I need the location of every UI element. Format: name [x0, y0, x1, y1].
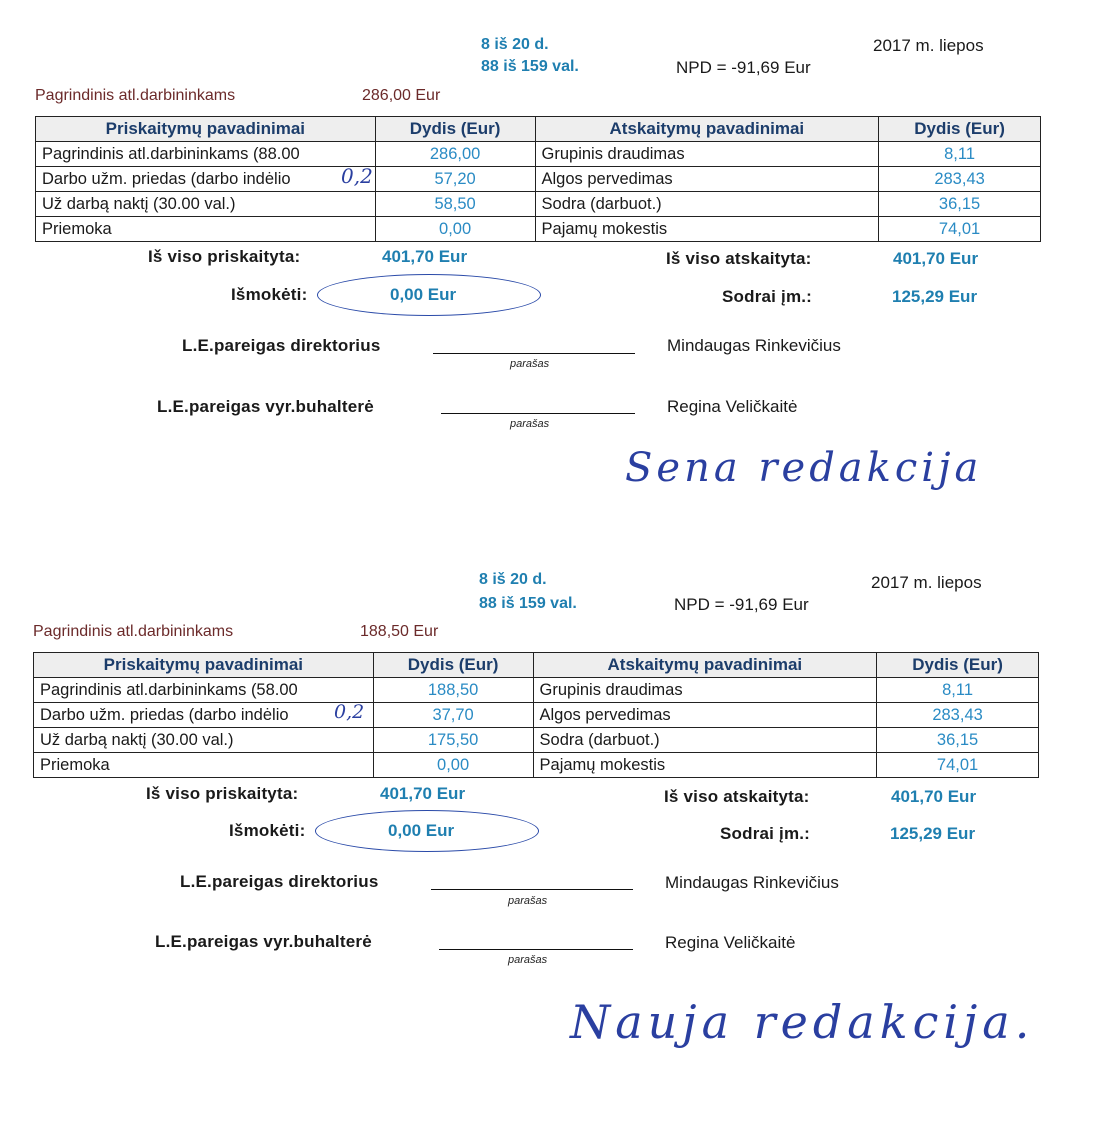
sodra-value: 125,29 Eur — [890, 824, 976, 843]
sodra-value: 125,29 Eur — [892, 287, 978, 306]
column-header: Atskaitymų pavadinimai — [533, 653, 877, 678]
deduction-name: Grupinis draudimas — [535, 142, 879, 167]
signature-caption: parašas — [508, 954, 548, 966]
accrual-value: 286,00 — [375, 142, 535, 167]
accountant-role: L.E.pareigas vyr.buhalterė — [157, 397, 374, 416]
accountant-name: Regina Veličkaitė — [665, 933, 796, 952]
payroll-table — [35, 116, 1041, 242]
handwritten-note: Sena redakcija — [625, 445, 983, 491]
deduction-name: Sodra (darbuot.) — [533, 728, 877, 753]
deduction-value: 74,01 — [877, 753, 1039, 778]
handwritten-mark: 0,2 — [334, 701, 365, 723]
slip-date: 2017 m. liepos — [873, 36, 984, 55]
total-deducted-value: 401,70 Eur — [891, 787, 977, 806]
accrual-name: Priemoka — [34, 753, 374, 778]
accountant-signature-line — [441, 413, 635, 414]
total-accrued-label: Iš viso priskaityta: — [148, 247, 301, 266]
accrual-value: 58,50 — [375, 192, 535, 217]
payout-label: Išmokėti: — [229, 821, 306, 840]
table-row — [34, 703, 1039, 728]
accountant-signature-line — [439, 949, 633, 950]
deduction-name: Algos pervedimas — [535, 167, 879, 192]
deduction-name: Sodra (darbuot.) — [535, 192, 879, 217]
period-days: 8 iš 20 d. — [481, 36, 549, 53]
period-hours: 88 iš 159 val. — [479, 595, 577, 612]
deduction-value: 36,15 — [879, 192, 1041, 217]
accrual-value: 37,70 — [373, 703, 533, 728]
accrual-value: 175,50 — [373, 728, 533, 753]
handwritten-note: Nauja redakcija. — [570, 995, 1035, 1049]
deduction-value: 36,15 — [877, 728, 1039, 753]
table-row — [36, 192, 1041, 217]
table-header-row — [36, 117, 1041, 142]
director-role: L.E.pareigas direktorius — [180, 872, 379, 891]
accrual-name — [36, 164, 376, 192]
table-row — [36, 217, 1041, 242]
npd-value: NPD = -91,69 Eur — [674, 595, 809, 614]
table-row — [36, 142, 1041, 167]
director-name: Mindaugas Rinkevičius — [667, 336, 841, 355]
accrual-name: Pagrindinis atl.darbininkams (88.00 — [36, 142, 376, 167]
base-value: 286,00 Eur — [362, 87, 441, 104]
column-header: Dydis (Eur) — [375, 117, 535, 142]
table-row — [34, 678, 1039, 703]
deduction-value: 74,01 — [879, 217, 1041, 242]
payroll-table — [33, 652, 1039, 778]
accrual-name: Už darbą naktį (30.00 val.) — [34, 728, 374, 753]
deduction-name: Algos pervedimas — [533, 703, 877, 728]
deduction-value: 283,43 — [877, 703, 1039, 728]
column-header: Dydis (Eur) — [879, 117, 1041, 142]
total-accrued-label: Iš viso priskaityta: — [146, 784, 299, 803]
director-signature-line — [431, 889, 633, 890]
npd-value: NPD = -91,69 Eur — [676, 58, 811, 77]
director-name: Mindaugas Rinkevičius — [665, 873, 839, 892]
slip-date: 2017 m. liepos — [871, 573, 982, 592]
accrual-name: Priemoka — [36, 217, 376, 242]
payslip-old — [0, 0, 1096, 540]
accountant-name: Regina Veličkaitė — [667, 397, 798, 416]
accrual-value: 0,00 — [375, 217, 535, 242]
accrual-name-text: Darbo užm. priedas (darbo indėlio — [42, 170, 291, 188]
deduction-name: Pajamų mokestis — [535, 217, 879, 242]
accrual-value: 0,00 — [373, 753, 533, 778]
payslip-new — [0, 537, 1096, 1077]
signature-caption: parašas — [510, 358, 550, 370]
signature-caption: parašas — [508, 895, 548, 907]
deduction-name: Grupinis draudimas — [533, 678, 877, 703]
base-value: 188,50 Eur — [360, 623, 439, 640]
column-header: Priskaitymų pavadinimai — [36, 117, 376, 142]
accrual-name — [34, 703, 374, 728]
accountant-role: L.E.pareigas vyr.buhalterė — [155, 932, 372, 951]
table-header-row — [34, 653, 1039, 678]
deduction-value: 8,11 — [877, 678, 1039, 703]
accrual-name: Už darbą naktį (30.00 val.) — [36, 192, 376, 217]
column-header: Dydis (Eur) — [877, 653, 1039, 678]
total-accrued-value: 401,70 Eur — [382, 247, 468, 266]
signature-caption: parašas — [510, 418, 550, 430]
handwritten-mark: 0,2 — [341, 164, 373, 188]
table-row — [34, 753, 1039, 778]
period-days: 8 iš 20 d. — [479, 571, 547, 588]
table-row — [36, 167, 1041, 192]
total-deducted-value: 401,70 Eur — [893, 249, 979, 268]
accrual-name-text: Darbo užm. priedas (darbo indėlio — [40, 706, 289, 724]
payout-value: 0,00 Eur — [388, 821, 455, 840]
sodra-label: Sodrai įm.: — [722, 287, 813, 306]
payout-value: 0,00 Eur — [390, 285, 457, 304]
payout-label: Išmokėti: — [231, 285, 308, 304]
total-deducted-label: Iš viso atskaityta: — [664, 787, 810, 806]
sodra-label: Sodrai įm.: — [720, 824, 811, 843]
column-header: Atskaitymų pavadinimai — [535, 117, 879, 142]
deduction-value: 8,11 — [879, 142, 1041, 167]
accrual-value: 188,50 — [373, 678, 533, 703]
base-label: Pagrindinis atl.darbininkams — [35, 87, 236, 104]
accrual-name: Pagrindinis atl.darbininkams (58.00 — [34, 678, 374, 703]
director-role: L.E.pareigas direktorius — [182, 336, 381, 355]
base-label: Pagrindinis atl.darbininkams — [33, 623, 234, 640]
total-deducted-label: Iš viso atskaityta: — [666, 249, 812, 268]
period-hours: 88 iš 159 val. — [481, 58, 579, 75]
table-row — [34, 728, 1039, 753]
column-header: Dydis (Eur) — [373, 653, 533, 678]
total-accrued-value: 401,70 Eur — [380, 784, 466, 803]
column-header: Priskaitymų pavadinimai — [34, 653, 374, 678]
deduction-value: 283,43 — [879, 167, 1041, 192]
accrual-value: 57,20 — [375, 167, 535, 192]
director-signature-line — [433, 353, 635, 354]
deduction-name: Pajamų mokestis — [533, 753, 877, 778]
